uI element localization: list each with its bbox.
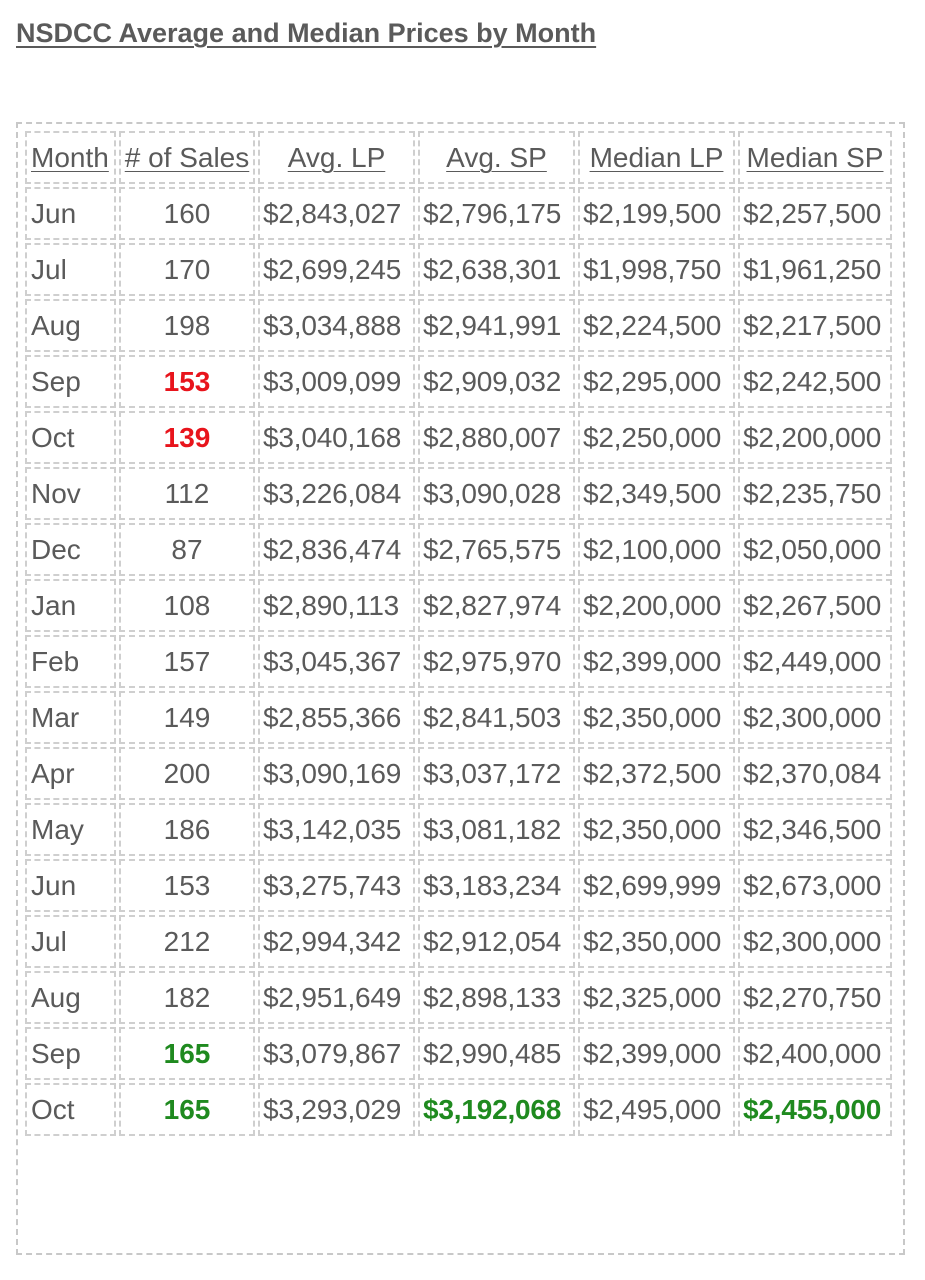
table-row bbox=[25, 243, 892, 296]
column-header-median-sp: Median SP bbox=[738, 131, 892, 184]
cell-avg-sp: $2,975,970 bbox=[418, 635, 575, 688]
table-row bbox=[25, 579, 892, 632]
cell-avg-lp: $3,009,099 bbox=[258, 355, 415, 408]
cell-avg-lp: $3,090,169 bbox=[258, 747, 415, 800]
cell-sales: 157 bbox=[119, 635, 255, 688]
cell-avg-sp: $3,090,028 bbox=[418, 467, 575, 520]
cell-avg-lp: $2,951,649 bbox=[258, 971, 415, 1024]
column-header-sales: # of Sales bbox=[119, 131, 255, 184]
cell-avg-lp: $3,040,168 bbox=[258, 411, 415, 464]
cell-median-lp: $2,199,500 bbox=[578, 187, 735, 240]
cell-median-sp: $2,242,500 bbox=[738, 355, 892, 408]
cell-median-sp: $2,449,000 bbox=[738, 635, 892, 688]
cell-sales: 153 bbox=[119, 355, 255, 408]
column-header-month: Month bbox=[25, 131, 116, 184]
cell-avg-sp: $2,912,054 bbox=[418, 915, 575, 968]
cell-month: Sep bbox=[25, 1027, 116, 1080]
cell-median-lp: $2,350,000 bbox=[578, 691, 735, 744]
cell-sales: 198 bbox=[119, 299, 255, 352]
cell-median-lp: $2,350,000 bbox=[578, 803, 735, 856]
table-row bbox=[25, 467, 892, 520]
cell-sales: 153 bbox=[119, 859, 255, 912]
cell-sales: 112 bbox=[119, 467, 255, 520]
cell-median-lp: $2,325,000 bbox=[578, 971, 735, 1024]
cell-avg-lp: $3,079,867 bbox=[258, 1027, 415, 1080]
cell-avg-sp: $3,081,182 bbox=[418, 803, 575, 856]
cell-sales: 108 bbox=[119, 579, 255, 632]
cell-median-sp: $2,217,500 bbox=[738, 299, 892, 352]
cell-avg-sp: $2,898,133 bbox=[418, 971, 575, 1024]
cell-month: May bbox=[25, 803, 116, 856]
cell-month: Aug bbox=[25, 299, 116, 352]
cell-median-sp: $2,257,500 bbox=[738, 187, 892, 240]
cell-median-sp: $2,235,750 bbox=[738, 467, 892, 520]
table-row bbox=[25, 803, 892, 856]
table-row bbox=[25, 691, 892, 744]
cell-median-sp: $1,961,250 bbox=[738, 243, 892, 296]
table-row bbox=[25, 187, 892, 240]
cell-avg-sp: $2,796,175 bbox=[418, 187, 575, 240]
price-table bbox=[22, 128, 895, 1139]
cell-median-lp: $2,349,500 bbox=[578, 467, 735, 520]
table-row bbox=[25, 299, 892, 352]
cell-avg-sp: $3,192,068 bbox=[418, 1083, 575, 1136]
cell-median-sp: $2,300,000 bbox=[738, 691, 892, 744]
cell-avg-sp: $2,880,007 bbox=[418, 411, 575, 464]
cell-median-lp: $2,224,500 bbox=[578, 299, 735, 352]
cell-month: Jun bbox=[25, 187, 116, 240]
cell-median-lp: $2,200,000 bbox=[578, 579, 735, 632]
cell-month: Mar bbox=[25, 691, 116, 744]
column-header-avg-lp: Avg. LP bbox=[258, 131, 415, 184]
cell-sales: 139 bbox=[119, 411, 255, 464]
cell-sales: 182 bbox=[119, 971, 255, 1024]
cell-median-sp: $2,673,000 bbox=[738, 859, 892, 912]
cell-median-sp: $2,050,000 bbox=[738, 523, 892, 576]
cell-avg-sp: $2,941,991 bbox=[418, 299, 575, 352]
cell-avg-lp: $2,855,366 bbox=[258, 691, 415, 744]
cell-month: Jan bbox=[25, 579, 116, 632]
cell-sales: 200 bbox=[119, 747, 255, 800]
cell-avg-sp: $2,765,575 bbox=[418, 523, 575, 576]
page-title: NSDCC Average and Median Prices by Month bbox=[16, 18, 597, 48]
cell-median-sp: $2,267,500 bbox=[738, 579, 892, 632]
cell-avg-sp: $3,037,172 bbox=[418, 747, 575, 800]
table-header-row bbox=[25, 131, 892, 184]
table-row bbox=[25, 411, 892, 464]
cell-month: Jul bbox=[25, 915, 116, 968]
table-row bbox=[25, 915, 892, 968]
cell-sales: 165 bbox=[119, 1027, 255, 1080]
cell-month: Oct bbox=[25, 411, 116, 464]
cell-month: Aug bbox=[25, 971, 116, 1024]
table-row bbox=[25, 355, 892, 408]
cell-median-lp: $1,998,750 bbox=[578, 243, 735, 296]
cell-sales: 165 bbox=[119, 1083, 255, 1136]
cell-avg-sp: $2,638,301 bbox=[418, 243, 575, 296]
table-row bbox=[25, 523, 892, 576]
cell-sales: 160 bbox=[119, 187, 255, 240]
cell-avg-lp: $3,275,743 bbox=[258, 859, 415, 912]
cell-median-sp: $2,200,000 bbox=[738, 411, 892, 464]
cell-avg-sp: $2,841,503 bbox=[418, 691, 575, 744]
cell-median-lp: $2,372,500 bbox=[578, 747, 735, 800]
cell-median-lp: $2,350,000 bbox=[578, 915, 735, 968]
cell-sales: 149 bbox=[119, 691, 255, 744]
cell-month: Sep bbox=[25, 355, 116, 408]
table-row bbox=[25, 747, 892, 800]
cell-median-lp: $2,495,000 bbox=[578, 1083, 735, 1136]
cell-avg-lp: $3,226,084 bbox=[258, 467, 415, 520]
cell-median-lp: $2,295,000 bbox=[578, 355, 735, 408]
cell-avg-sp: $2,909,032 bbox=[418, 355, 575, 408]
column-header-median-lp: Median LP bbox=[578, 131, 735, 184]
cell-median-lp: $2,399,000 bbox=[578, 1027, 735, 1080]
cell-month: Jun bbox=[25, 859, 116, 912]
table-row bbox=[25, 859, 892, 912]
table-row bbox=[25, 635, 892, 688]
cell-median-sp: $2,370,084 bbox=[738, 747, 892, 800]
cell-month: Feb bbox=[25, 635, 116, 688]
cell-median-sp: $2,300,000 bbox=[738, 915, 892, 968]
column-header-avg-sp: Avg. SP bbox=[418, 131, 575, 184]
cell-avg-lp: $2,890,113 bbox=[258, 579, 415, 632]
cell-sales: 212 bbox=[119, 915, 255, 968]
cell-median-sp: $2,455,000 bbox=[738, 1083, 892, 1136]
cell-avg-lp: $3,034,888 bbox=[258, 299, 415, 352]
cell-month: Oct bbox=[25, 1083, 116, 1136]
table-body bbox=[25, 187, 892, 1136]
cell-avg-lp: $2,843,027 bbox=[258, 187, 415, 240]
cell-avg-lp: $3,293,029 bbox=[258, 1083, 415, 1136]
table-row bbox=[25, 971, 892, 1024]
cell-month: Jul bbox=[25, 243, 116, 296]
cell-median-lp: $2,100,000 bbox=[578, 523, 735, 576]
table-row bbox=[25, 1083, 892, 1136]
cell-median-lp: $2,399,000 bbox=[578, 635, 735, 688]
cell-avg-lp: $2,994,342 bbox=[258, 915, 415, 968]
cell-avg-sp: $3,183,234 bbox=[418, 859, 575, 912]
cell-avg-sp: $2,990,485 bbox=[418, 1027, 575, 1080]
cell-avg-lp: $3,045,367 bbox=[258, 635, 415, 688]
cell-avg-lp: $2,836,474 bbox=[258, 523, 415, 576]
cell-median-sp: $2,270,750 bbox=[738, 971, 892, 1024]
table-row bbox=[25, 1027, 892, 1080]
cell-median-sp: $2,346,500 bbox=[738, 803, 892, 856]
cell-sales: 170 bbox=[119, 243, 255, 296]
cell-avg-lp: $3,142,035 bbox=[258, 803, 415, 856]
cell-month: Apr bbox=[25, 747, 116, 800]
cell-median-sp: $2,400,000 bbox=[738, 1027, 892, 1080]
cell-sales: 186 bbox=[119, 803, 255, 856]
price-table-frame bbox=[16, 122, 905, 1255]
cell-avg-lp: $2,699,245 bbox=[258, 243, 415, 296]
cell-median-lp: $2,699,999 bbox=[578, 859, 735, 912]
cell-month: Dec bbox=[25, 523, 116, 576]
cell-avg-sp: $2,827,974 bbox=[418, 579, 575, 632]
cell-month: Nov bbox=[25, 467, 116, 520]
cell-sales: 87 bbox=[119, 523, 255, 576]
cell-median-lp: $2,250,000 bbox=[578, 411, 735, 464]
